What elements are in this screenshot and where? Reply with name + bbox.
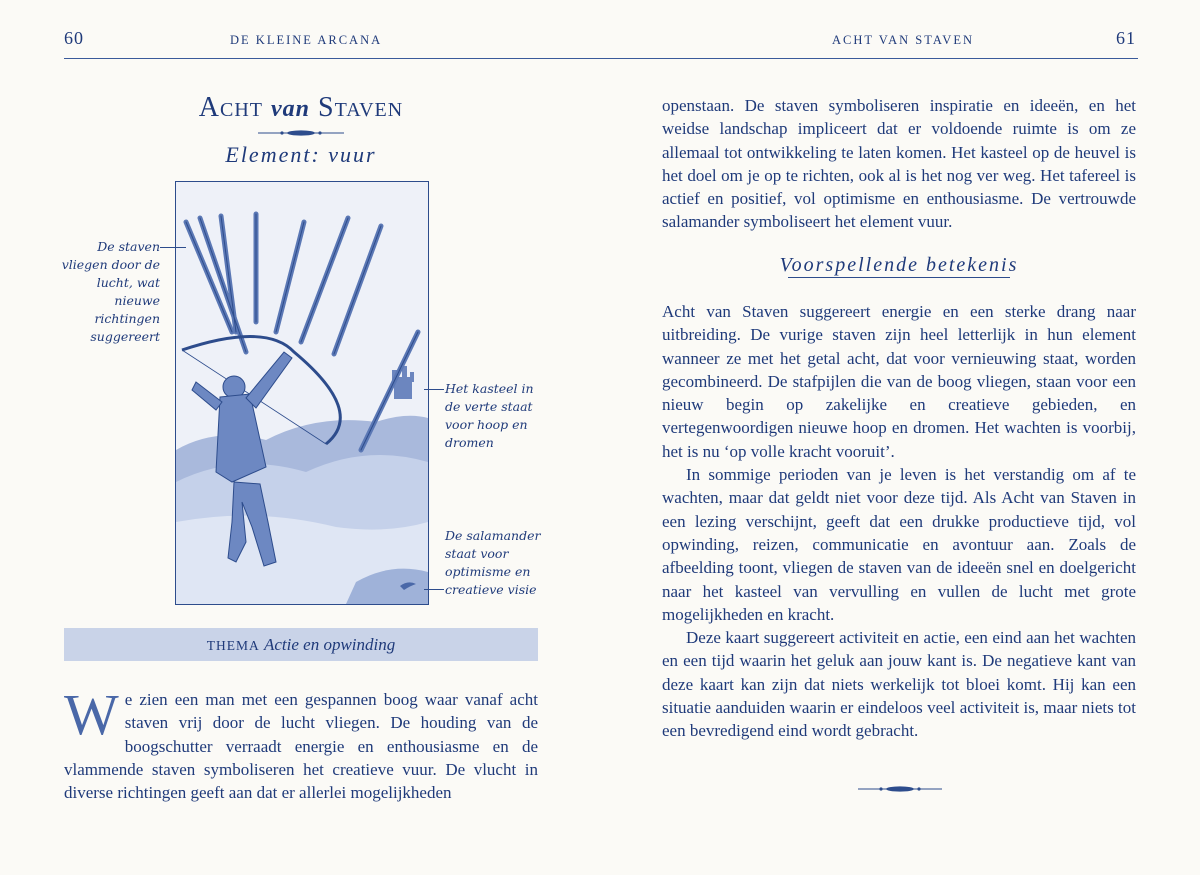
divider-ornament-icon <box>256 128 346 138</box>
end-ornament-icon <box>856 784 944 794</box>
intro-paragraph <box>64 682 538 804</box>
card-subtitle: Element: vuur <box>225 142 377 167</box>
left-running-title: DE KLEINE ARCANA <box>230 33 383 47</box>
right-page-number: 61 <box>1116 28 1136 48</box>
section-heading-underline <box>788 277 1010 278</box>
section-heading: Voorspellende betekenis <box>779 254 1019 276</box>
continued-paragraph-text: openstaan. De staven symboliseren inspiratie en ideeën, en het weidse landschap impliceert dat er voldoende ruimte is om ze allemaal tot ontwikkeling te laten komen. Het kasteel op de heuvel is het doel om je op te richten, ook al is het nog ver weg. Het tafereel is actief en positief, vol optimisme en enthousiasme. De vertrouwde salamander symboliseert het element vuur. <box>662 96 1136 232</box>
right-running-title: ACHT VAN STAVEN <box>832 33 974 47</box>
callout-salamander-leader <box>424 589 444 590</box>
callout-staves-leader <box>160 247 186 248</box>
callout-salamander: De salamander staat voor optimisme en creatieve visie <box>445 528 541 597</box>
header-rule <box>64 58 1138 59</box>
card-title-part1: Acht <box>198 92 264 123</box>
meaning-paragraph-2: In sommige perioden van je leven is het verstandig om af te wachten, maar dat geldt niet voor deze tijd. Als Acht van Staven in een lezing verschijnt, geeft dat een drukke productieve tijd, vol opwinding, reizen, communicatie en avontuur aan. Zoals de afbeelding toont, vliegen de staven van de ideeën snel en doelgericht naar het kasteel van vervulling en vullen de lucht met grote mogelijkheden en kracht. <box>662 465 1136 624</box>
card-title-van: van <box>271 96 311 122</box>
intro-paragraph-text: e zien een man met een gespannen boog waar vanaf acht staven vrij door de lucht vliegen. De houding van de boogschutter verraadt energie en enthousiasme en de vlammende staven symboliseren het creatieve vuur. De vlucht in diverse richtingen geeft aan dat er allerlei mogelijkheden <box>64 690 538 803</box>
meaning-paragraph-3: Deze kaart suggereert activiteit en actie, een eind aan het wachten en een tijd waarin het geluk aan jouw kant is. De negatieve kant van deze kaart kan zijn dat niets werkelijk tot bloei komt. Hij kan een situatie aanduiden waarin er eindeloos veel activiteit is, maar niets tot een bevredigend eind wordt gebracht. <box>662 628 1136 741</box>
card-title-part2: Staven <box>318 92 404 123</box>
left-body-text <box>64 682 538 804</box>
theme-label: THEMA <box>206 638 260 653</box>
callout-castle-leader <box>424 389 444 390</box>
left-page-number: 60 <box>64 28 84 48</box>
meaning-paragraph-1: Acht van Staven suggereert energie en een sterke drang naar uitbreiding. De vurige staven zijn heel letterlijk in hun element wanneer ze met het getal acht, dat voor vernieuwing staat, worden gecombineerd. De stafpijlen die van de boog vliegen, staan voor een nieuw begin op zakelijke en creatieve gebieden, en vertegenwoordigen nieuwe hoop en dromen. Het wachten is voorbij, het is nu ‘op volle kracht vooruit’. <box>662 302 1136 461</box>
theme-bar <box>64 628 538 661</box>
tarot-card-illustration <box>175 181 429 605</box>
theme-value: Actie en opwinding <box>263 635 396 654</box>
card-title <box>175 92 427 124</box>
continued-paragraph <box>662 94 1136 234</box>
eight-of-wands-drawing <box>176 182 428 604</box>
right-body-text <box>662 300 1136 743</box>
callout-staves: De staven vliegen door de lucht, wat nieuwe richtingen suggereert <box>61 239 160 344</box>
callout-castle: Het kasteel in de verte staat voor hoop en dromen <box>445 381 534 450</box>
drop-cap: W <box>64 682 119 747</box>
